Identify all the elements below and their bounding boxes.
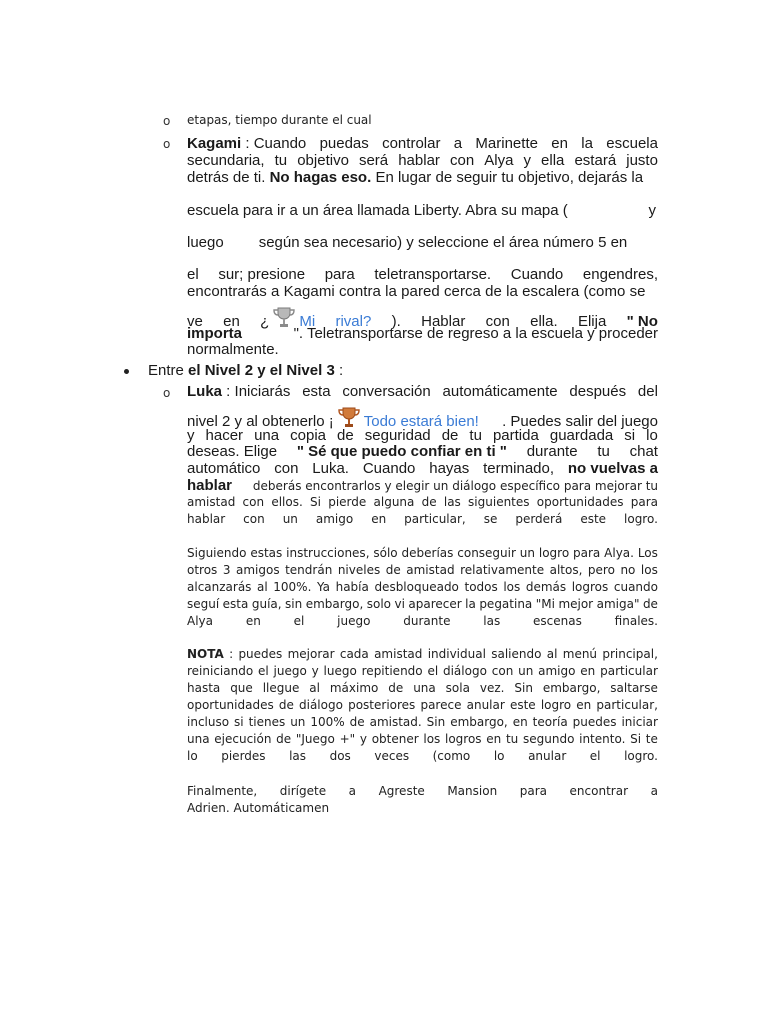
- word: de: [385, 563, 401, 577]
- word: los: [640, 563, 658, 577]
- word: los: [423, 732, 441, 746]
- word: "Juego: [295, 732, 335, 746]
- word: logro: [538, 546, 570, 560]
- word: y: [359, 732, 367, 746]
- luka-line-8: hablar con un amigo en particular, se perderá este logro.: [187, 512, 658, 526]
- word: Si: [630, 732, 642, 746]
- word: amigo: [538, 664, 576, 678]
- word: durante: [403, 614, 451, 628]
- word: incluso: [187, 715, 230, 729]
- word: amiga": [596, 597, 640, 611]
- word: los: [503, 580, 521, 594]
- word: de: [278, 698, 294, 712]
- word: una: [187, 732, 210, 746]
- word: vi: [394, 597, 405, 611]
- word: juego: [273, 664, 307, 678]
- sub-bullet-marker: o: [163, 386, 171, 400]
- word: Sin: [514, 681, 533, 695]
- word: no: [620, 563, 636, 577]
- word: lo: [187, 749, 198, 763]
- word: teoría: [532, 715, 568, 729]
- kagami-line-4: escuela para ir a un área llamada Liberty. Abra su mapa ( y: [187, 202, 656, 219]
- word: de: [276, 732, 292, 746]
- word: logro.: [624, 749, 658, 763]
- word: logro: [540, 698, 572, 712]
- word: instrucciones,: [286, 546, 370, 560]
- word: luego: [323, 664, 357, 678]
- word: posteriores: [348, 698, 416, 712]
- word: embargo,: [305, 597, 364, 611]
- nota-line-1: NOTA : puedes mejorar cada amistad individual saliendo al menú principal,: [187, 647, 658, 661]
- nota-line: [187, 749, 658, 763]
- mi-link[interactable]: Mi: [299, 313, 316, 330]
- word: te: [645, 732, 658, 746]
- word: al: [257, 580, 268, 594]
- word: un: [290, 715, 306, 729]
- word: esta: [222, 597, 249, 611]
- word: repitiendo: [361, 664, 423, 678]
- word: alcanzarás: [187, 580, 252, 594]
- word: reiniciando: [187, 664, 254, 678]
- word: la: [465, 597, 476, 611]
- word: parece: [420, 698, 462, 712]
- kagami-line-3: detrás de ti. No hagas eso. En lugar de seguir tu objetivo, dejarás la: [187, 169, 644, 186]
- word: +": [339, 732, 356, 746]
- luka-line-6: hablar deberás encontrarlos y elegir un diálogo específico para mejorar tu: [187, 477, 658, 494]
- word: relativamente: [460, 563, 545, 577]
- word: las: [483, 614, 501, 628]
- word: las: [289, 749, 307, 763]
- level-heading: Entre el Nivel 2 y el Nivel 3 :: [148, 362, 344, 379]
- word: puedes: [572, 715, 617, 729]
- word: embargo,: [450, 715, 508, 729]
- word: embargo,: [542, 681, 601, 695]
- kagami-name: Kagami: [187, 135, 242, 152]
- word: dos: [329, 749, 351, 763]
- word: de: [388, 681, 404, 695]
- final-line-2: Adrien. Automáticamen: [187, 801, 330, 815]
- word: una: [413, 681, 436, 695]
- word: guía,: [251, 597, 282, 611]
- luka-line-7: amistad con ellos. Si pierde alguna de las siguientes oportunidades para: [187, 495, 658, 509]
- nota-line: [187, 715, 658, 729]
- word: desbloqueado: [374, 580, 459, 594]
- nota-line: [187, 681, 658, 695]
- word: oportunidades: [187, 698, 274, 712]
- word: hasta: [187, 681, 221, 695]
- siguiendo-line: [187, 546, 658, 560]
- word: en: [512, 715, 528, 729]
- luka-line-4: deseas. Elige " Sé que puedo confiar en ti " durante tu chat: [187, 443, 658, 460]
- word: conseguir: [457, 546, 516, 560]
- word: amigos: [235, 563, 280, 577]
- word: mejor: [558, 597, 594, 611]
- word: el: [258, 664, 269, 678]
- word: pierdes: [221, 749, 266, 763]
- word: en: [576, 698, 592, 712]
- kagami-line-5: luego según sea necesario) y seleccione el área número 5 en: [187, 234, 628, 251]
- kagami-line-1: Kagami : Cuando puedas controlar a Marinette en la escuela: [187, 135, 658, 152]
- word: deberías: [401, 546, 454, 560]
- word: Sin: [426, 715, 446, 729]
- word: un: [518, 664, 534, 678]
- word: Alya: [187, 614, 213, 628]
- word: 100%: [310, 715, 345, 729]
- luka-line-2: nivel 2 y al obtenerlo ¡ Todo estará bien! . Puedes salir del juego: [187, 407, 658, 430]
- siguiendo-line: [187, 614, 658, 628]
- luka-line-5: automático con Luka. Cuando hayas terminado, no vuelvas a: [187, 460, 658, 477]
- word: y: [311, 664, 319, 678]
- word: saltarse: [610, 681, 658, 695]
- word: seguí: [187, 597, 220, 611]
- word: tienes: [248, 715, 286, 729]
- word: sola: [445, 681, 470, 695]
- kagami-line-2: secundaria, tu objetivo será hablar con Alya y ella estará justo: [187, 152, 658, 169]
- word: finales.: [614, 614, 658, 628]
- nota-line: [187, 664, 658, 678]
- word: anular: [528, 749, 567, 763]
- word: estas: [250, 546, 283, 560]
- word: amistad: [406, 563, 455, 577]
- word: en: [486, 732, 502, 746]
- rival-link[interactable]: rival?: [335, 313, 372, 330]
- word: obtener: [371, 732, 419, 746]
- word: altos,: [549, 563, 583, 577]
- bullet-marker: [124, 369, 129, 374]
- kagami-line-7: encontrarás a Kagami contra la pared cerca de la escalera (como se: [187, 283, 646, 300]
- word: pegatina: [479, 597, 533, 611]
- word: ejecución: [214, 732, 272, 746]
- word: escenas: [533, 614, 582, 628]
- luka-name: Luka: [187, 383, 223, 400]
- word: Ya: [316, 580, 331, 594]
- word: demás: [525, 580, 567, 594]
- word: 100%.: [273, 580, 312, 594]
- word: aparecer: [408, 597, 462, 611]
- word: veces: [374, 749, 410, 763]
- word: niveles: [337, 563, 381, 577]
- word: diálogo: [442, 664, 487, 678]
- word: tu: [505, 732, 519, 746]
- word: si: [234, 715, 244, 729]
- word: solo: [366, 597, 392, 611]
- word: que: [230, 681, 253, 695]
- word: el: [293, 614, 305, 628]
- word: iniciar: [621, 715, 658, 729]
- kagami-line-6: el sur; presione para teletransportarse. Cuando engendres,: [187, 266, 658, 283]
- kagami-line-8: ve en ¿ Mi rival? ). Hablar con ella. Elija " No: [187, 307, 658, 330]
- siguiendo-line: [187, 597, 658, 611]
- word: con: [491, 664, 514, 678]
- word: todos: [464, 580, 498, 594]
- nota-label: NOTA: [187, 647, 224, 661]
- word: diálogo: [299, 698, 343, 712]
- kagami-line-9: importa ". Teletransportarse de regreso a la escuela y proceder: [187, 325, 658, 342]
- word: logros: [571, 580, 609, 594]
- word: particular: [600, 664, 658, 678]
- word: al: [309, 681, 320, 695]
- sub-bullet-marker: o: [163, 114, 171, 128]
- siguiendo-line: [187, 563, 658, 577]
- word: Siguiendo: [187, 546, 247, 560]
- word: cuando: [613, 580, 658, 594]
- sub-bullet-marker: o: [163, 137, 171, 151]
- word: Alya.: [604, 546, 634, 560]
- word: el: [589, 749, 601, 763]
- word: llegue: [262, 681, 300, 695]
- word: el: [427, 664, 439, 678]
- word: en: [245, 614, 261, 628]
- text-line: etapas, tiempo durante el cual: [187, 113, 372, 127]
- word: para: [573, 546, 601, 560]
- word: 3: [222, 563, 231, 577]
- luka-line-1: Luka : Iniciarás esta conversación automáticamente después del: [187, 383, 658, 400]
- word: (como: [432, 749, 471, 763]
- word: juego: [337, 614, 371, 628]
- word: intento.: [579, 732, 626, 746]
- word: de: [642, 597, 658, 611]
- word: otros: [187, 563, 218, 577]
- word: vez.: [479, 681, 505, 695]
- bronze-trophy-icon: [336, 407, 362, 429]
- siguiendo-line: [187, 580, 658, 594]
- word: sólo: [373, 546, 398, 560]
- luka-line-3: y hacer una copia de seguridad de tu partida guardada si lo: [187, 427, 658, 444]
- word: Los: [637, 546, 658, 560]
- word: este: [509, 698, 536, 712]
- word: un: [519, 546, 535, 560]
- word: máximo: [329, 681, 379, 695]
- word: amistad.: [369, 715, 422, 729]
- word: de: [349, 715, 365, 729]
- word: particular,: [596, 698, 658, 712]
- word: segundo: [522, 732, 575, 746]
- nota-line: [187, 698, 658, 712]
- nota-line: [187, 732, 658, 746]
- word: tendrán: [285, 563, 333, 577]
- word: "Mi: [535, 597, 555, 611]
- word: en: [580, 664, 596, 678]
- word: sin: [285, 597, 303, 611]
- word: anular: [466, 698, 505, 712]
- word: logros: [445, 732, 482, 746]
- kagami-line-10: normalmente.: [187, 341, 279, 358]
- final-line-1: Finalmente, dirígete a Agreste Mansion para encontrar a: [187, 784, 658, 798]
- word: lo: [493, 749, 505, 763]
- word: pero: [587, 563, 615, 577]
- todo-estara-bien-link[interactable]: Todo estará bien!: [363, 413, 479, 430]
- word: había: [335, 580, 369, 594]
